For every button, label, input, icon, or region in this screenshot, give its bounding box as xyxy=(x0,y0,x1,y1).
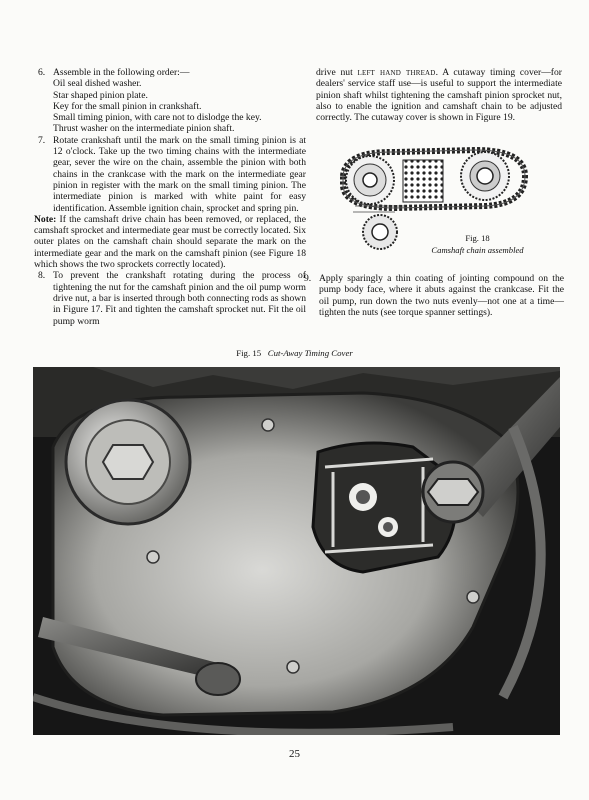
step-text: Rotate crankshaft until the mark on the small timing pinion is at 12 o'clock. Take up the two timing chains with the intermediate gear, sever the wire on the chain, assemble the pinion with both chains in the crankcase with the mark on the intermediate gear pinion in register with the mark on the small timing pinion. The intermediate pinion is marked with white paint for easy identification. Assemble ignition chain, sprocket and spring pin. xyxy=(53,134,306,214)
fig15-title: Cut-Away Timing Cover xyxy=(267,348,353,358)
step-number: 6. xyxy=(38,67,46,78)
step-9 xyxy=(300,273,564,318)
fig18-caption xyxy=(430,232,525,256)
step-number: 7. xyxy=(38,134,46,146)
continued-text-rest: . A cutaway timing cover—for dealers' service staff use—is useful to support the intermediate pinion shaft whilst tightening the camshaft pinion sprocket nut, also to enable the ignition and camshaft chain to be adjusted correctly. The cutaway cover is shown in Figure 19. xyxy=(316,67,562,124)
fig15-label: Fig. 15 xyxy=(236,348,262,358)
right-column xyxy=(316,67,562,123)
step-line: Star shaped pinion plate. xyxy=(53,89,148,101)
step-7 xyxy=(34,135,306,214)
step-line: Thrust washer on the intermediate pinion shaft. xyxy=(53,123,235,135)
step-number: 9. xyxy=(304,273,312,284)
timing-cover-photo xyxy=(33,367,560,735)
step-number: 8. xyxy=(38,270,46,282)
step-8-continued xyxy=(316,67,562,123)
step-6 xyxy=(34,67,306,135)
page-number: 25 xyxy=(289,748,300,760)
step-line: Key for the small pinion in crankshaft. xyxy=(53,100,202,112)
note-paragraph xyxy=(34,214,306,270)
step-line: Oil seal dished washer. xyxy=(53,78,142,90)
note-label: Note: xyxy=(34,213,57,225)
step-line: Assemble in the following order:— xyxy=(53,67,190,78)
fig18-label: Fig. 18 xyxy=(465,233,490,243)
step-line: Small timing pinion, with care not to dislodge the key. xyxy=(53,112,262,124)
continued-text: drive nut xyxy=(316,67,358,78)
step-8 xyxy=(34,270,306,326)
step-text: Apply sparingly a thin coating of jointing compound on the pump body face, where it abuts against the crankcase. Fit the oil pump, run down the two nuts evenly—not one at a time—tighten the nuts (see torque spanner settings). xyxy=(319,273,564,318)
fig18-title: Camshaft chain assembled xyxy=(431,245,524,255)
note-text: If the camshaft drive chain has been removed, or replaced, the camshaft sprocket and intermediate gear must be correctly located. Six outer plates on the camshaft chain should separate the mark on the intermediate gear and the mark on the camshaft pinion (see Figure 18 which shows the two sprockets correctly located). xyxy=(34,213,306,271)
step-text: To prevent the crankshaft rotating during the process of tightening the nut for the camshaft pinion and the oil pump worm drive nut, a bar is inserted through both connecting rods as shown in Figure 17. Fit and tighten the camshaft sprocket nut. Fit the oil pump worm xyxy=(53,270,306,327)
fig15-caption xyxy=(0,348,589,358)
step-6-lines xyxy=(53,67,306,135)
left-hand-thread: left hand thread xyxy=(357,67,436,78)
right-column-lower xyxy=(300,273,564,318)
left-column xyxy=(34,67,306,327)
